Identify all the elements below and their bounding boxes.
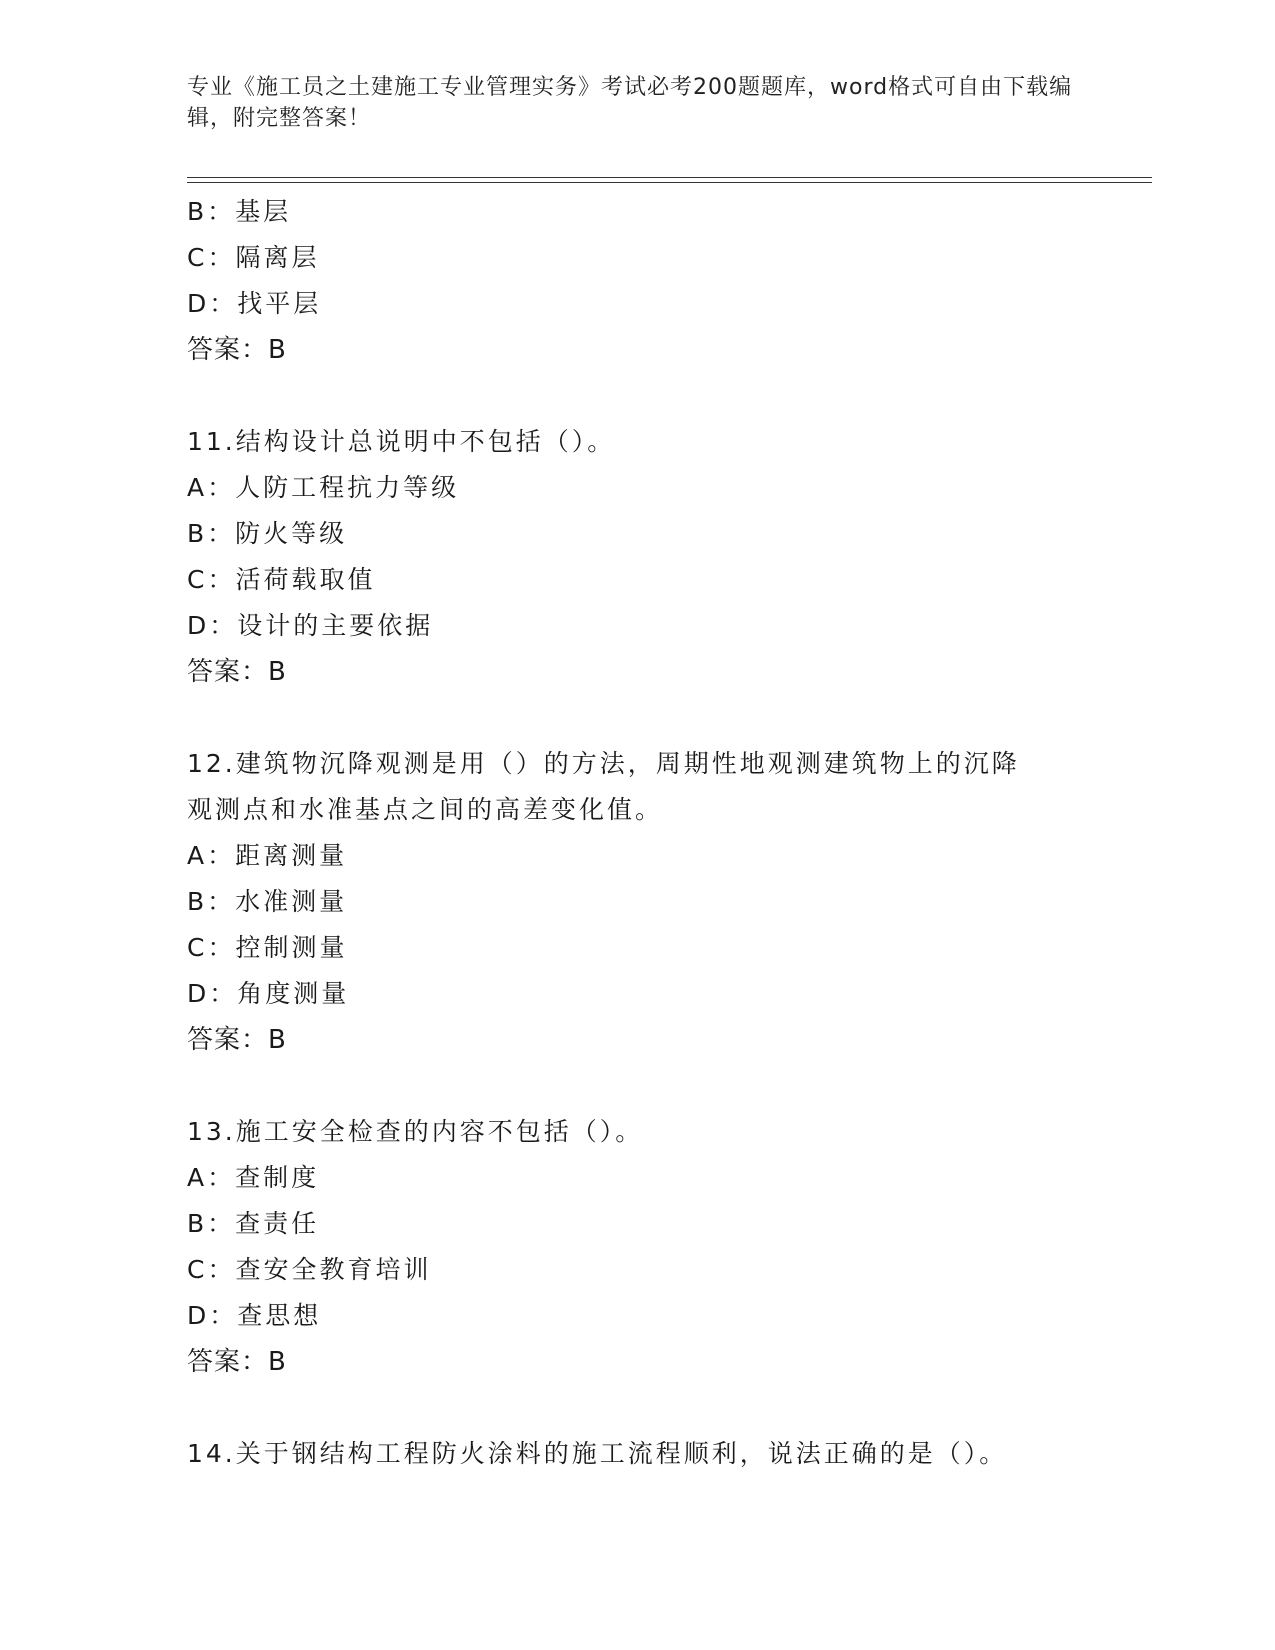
question-stem: 12.建筑物沉降观测是用（）的方法，周期性地观测建筑物上的沉降观测点和水准基点之间的高差变化值。 — [187, 749, 1020, 824]
option-c: C：查安全教育培训 — [187, 1255, 432, 1284]
option-d: D：角度测量 — [187, 979, 350, 1008]
answer-line: 答案：B — [187, 1025, 287, 1055]
option-b: B：查责任 — [187, 1209, 320, 1238]
page-header: 专业《施工员之土建施工专业管理实务》考试必考200题题库，word格式可自由下载编辑，附完整答案！ — [187, 75, 1073, 131]
answer-line: 答案：B — [187, 335, 287, 365]
question-13 — [187, 1109, 1117, 1385]
option-b: B：水准测量 — [187, 887, 348, 916]
answer-line: 答案：B — [187, 1347, 287, 1377]
question-14 — [187, 1431, 1117, 1477]
spacer — [187, 373, 1117, 419]
question-stem: 11.结构设计总说明中不包括（）。 — [187, 427, 616, 456]
option-a: A：查制度 — [187, 1163, 320, 1192]
question-12 — [187, 741, 1117, 1063]
answer-line: 答案：B — [187, 657, 287, 687]
option-a: A：人防工程抗力等级 — [187, 473, 460, 502]
option-c: C：活荷载取值 — [187, 565, 376, 594]
option-c: C：隔离层 — [187, 243, 320, 272]
question-stem: 14.关于钢结构工程防火涂料的施工流程顺利，说法正确的是（）。 — [187, 1439, 1008, 1468]
spacer — [187, 1063, 1117, 1109]
option-b: B：基层 — [187, 197, 292, 226]
option-d: D：查思想 — [187, 1301, 322, 1330]
spacer — [187, 1385, 1117, 1431]
question-11 — [187, 419, 1117, 695]
option-a: A：距离测量 — [187, 841, 348, 870]
question-10-continued — [187, 189, 1117, 373]
option-b: B：防火等级 — [187, 519, 348, 548]
option-c: C：控制测量 — [187, 933, 348, 962]
header-rule-bottom — [187, 182, 1152, 183]
question-stem: 13.施工安全检查的内容不包括（）。 — [187, 1117, 644, 1146]
option-d: D：找平层 — [187, 289, 322, 318]
option-d: D：设计的主要依据 — [187, 611, 434, 640]
question-content — [187, 189, 1117, 1477]
spacer — [187, 695, 1117, 741]
header-rule-top — [187, 177, 1152, 178]
